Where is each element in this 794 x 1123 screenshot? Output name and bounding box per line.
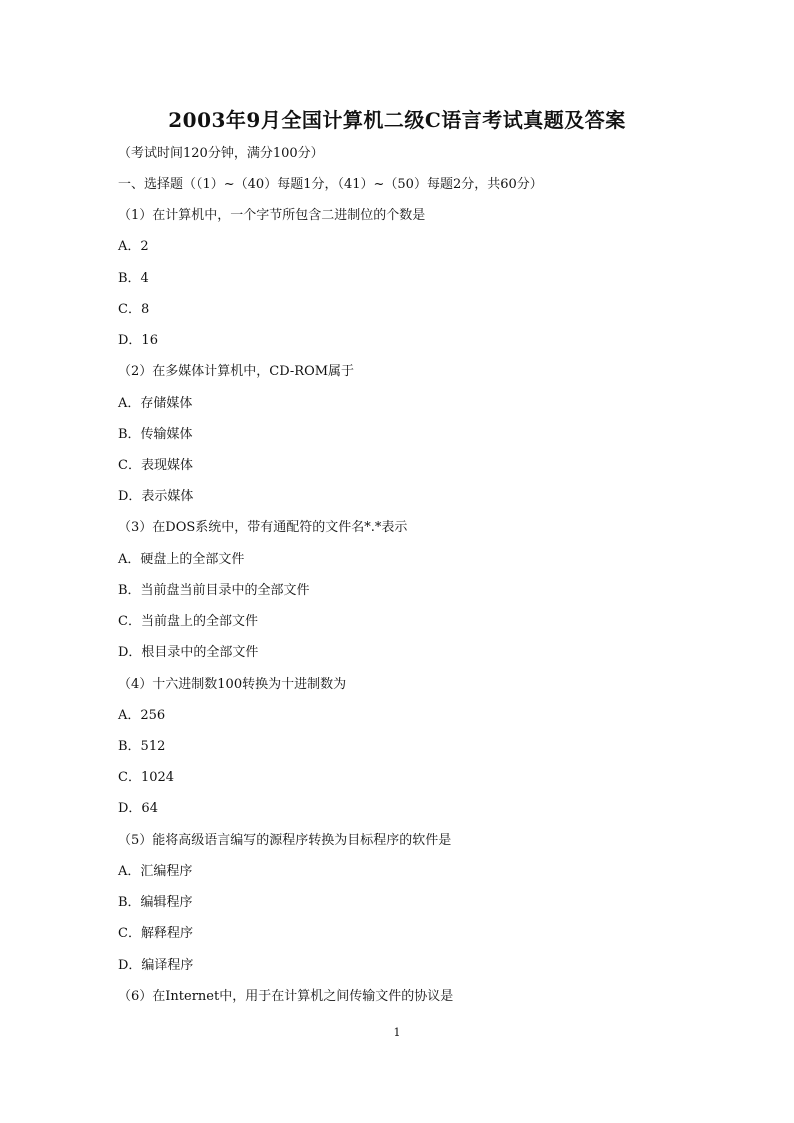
question-5-option-d: D．编译程序 bbox=[118, 958, 194, 973]
question-4-option-a: A．256 bbox=[118, 708, 166, 723]
question-2-option-b: B．传输媒体 bbox=[118, 427, 193, 442]
document-title: 2003年9月全国计算机二级C语言考试真题及答案 bbox=[168, 108, 626, 132]
question-3-option-a: A．硬盘上的全部文件 bbox=[118, 552, 245, 567]
question-4-option-d: D．64 bbox=[118, 801, 158, 816]
question-1-option-d: D．16 bbox=[118, 333, 158, 348]
question-5-option-c: C．解释程序 bbox=[118, 926, 193, 941]
question-1-option-b: B．4 bbox=[118, 271, 149, 286]
question-3: （3）在DOS系统中，带有通配符的文件名*.*表示 bbox=[118, 520, 408, 535]
exam-info: （考试时间120分钟，满分100分） bbox=[118, 146, 324, 161]
question-3-option-b: B．当前盘当前目录中的全部文件 bbox=[118, 583, 310, 598]
page-number: 1 bbox=[393, 1026, 401, 1039]
question-2-option-d: D．表示媒体 bbox=[118, 489, 194, 504]
question-3-option-c: C．当前盘上的全部文件 bbox=[118, 614, 258, 629]
question-6: （6）在Internet中，用于在计算机之间传输文件的协议是 bbox=[118, 989, 454, 1004]
question-2: （2）在多媒体计算机中，CD-ROM属于 bbox=[118, 364, 355, 379]
section-heading: 一、选择题（（1）~（40）每题1分，（41）~（50）每题2分，共60分） bbox=[118, 177, 543, 192]
question-4: （4）十六进制数100转换为十进制数为 bbox=[118, 677, 347, 692]
question-4-option-b: B．512 bbox=[118, 739, 166, 754]
question-4-option-c: C．1024 bbox=[118, 770, 175, 785]
question-2-option-a: A．存储媒体 bbox=[118, 396, 193, 411]
question-5: （5）能将高级语言编写的源程序转换为目标程序的软件是 bbox=[118, 833, 452, 848]
question-5-option-b: B．编辑程序 bbox=[118, 895, 193, 910]
question-2-option-c: C．表现媒体 bbox=[118, 458, 193, 473]
question-5-option-a: A．汇编程序 bbox=[118, 864, 193, 879]
question-1-option-a: A．2 bbox=[118, 239, 149, 254]
question-1: （1）在计算机中，一个字节所包含二进制位的个数是 bbox=[118, 208, 426, 223]
question-1-option-c: C．8 bbox=[118, 302, 150, 317]
question-3-option-d: D．根目录中的全部文件 bbox=[118, 645, 259, 660]
